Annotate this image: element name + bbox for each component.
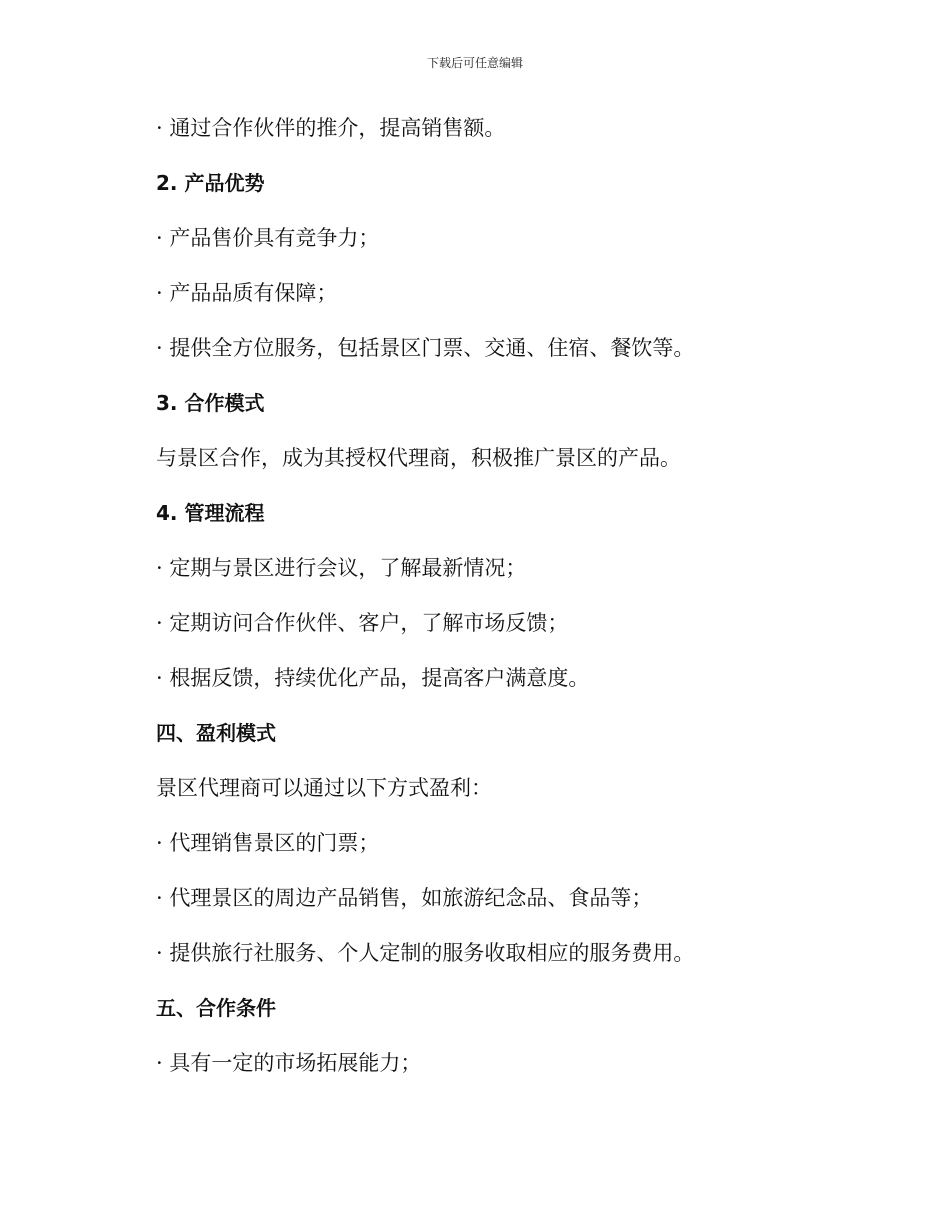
bullet-market-expansion: · 具有一定的市场拓展能力； bbox=[156, 1051, 422, 1075]
bullet-regular-meetings: · 定期与景区进行会议，了解最新情况； bbox=[156, 556, 527, 580]
document-body bbox=[156, 106, 796, 1096]
bullet-ticket-sales: · 代理销售景区的门票； bbox=[156, 831, 380, 855]
bullet-optimize-products: · 根据反馈，持续优化产品，提高客户满意度。 bbox=[156, 666, 590, 690]
bullet-full-service: · 提供全方位服务，包括景区门票、交通、住宿、餐饮等。 bbox=[156, 336, 695, 360]
bullet-quality-guarantee: · 产品品质有保障； bbox=[156, 281, 338, 305]
heading-cooperation-conditions: 五、合作条件 bbox=[156, 996, 276, 1020]
heading-management-process: 4. 管理流程 bbox=[156, 501, 265, 525]
heading-profit-model: 四、盈利模式 bbox=[156, 721, 276, 745]
bullet-competitive-price: · 产品售价具有竞争力； bbox=[156, 226, 380, 250]
bullet-peripheral-products: · 代理景区的周边产品销售，如旅游纪念品、食品等； bbox=[156, 886, 653, 910]
bullet-visit-partners: · 定期访问合作伙伴、客户，了解市场反馈； bbox=[156, 611, 569, 635]
heading-product-advantages: 2. 产品优势 bbox=[156, 171, 265, 195]
paragraph-cooperation-model: 与景区合作，成为其授权代理商，积极推广景区的产品。 bbox=[156, 446, 681, 470]
header-note: 下载后可任意编辑 bbox=[426, 56, 523, 70]
heading-cooperation-model: 3. 合作模式 bbox=[156, 391, 265, 415]
bullet-travel-services: · 提供旅行社服务、个人定制的服务收取相应的服务费用。 bbox=[156, 941, 695, 965]
paragraph-profit-model: 景区代理商可以通过以下方式盈利： bbox=[156, 776, 492, 800]
bullet-partner-referral: · 通过合作伙伴的推介，提高销售额。 bbox=[156, 116, 506, 140]
